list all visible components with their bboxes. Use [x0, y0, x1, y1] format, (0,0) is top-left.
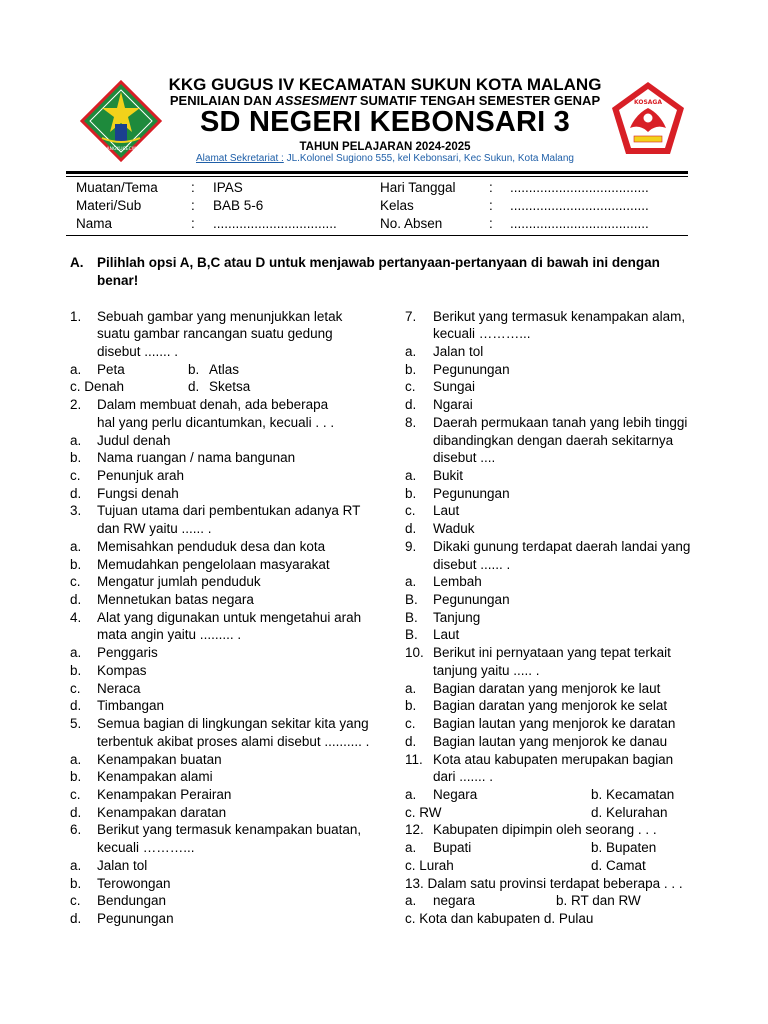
question-text: Bagian daratan yang menjorok ke selat [433, 698, 668, 714]
info-colon: : [191, 180, 195, 195]
info-value: ..................................... [510, 216, 649, 231]
question-text: Laut [433, 627, 460, 643]
question-text: Pegunungan [433, 485, 510, 501]
question-text: Dikaki gunung terdapat daerah landai yang [433, 538, 691, 554]
question-number: b. [70, 450, 82, 466]
question-text: Jalan tol [97, 857, 148, 873]
question-text: Kenampakan buatan [97, 751, 222, 767]
question-text: Memudahkan pengelolaan masyarakat [97, 556, 330, 572]
question-number: a. [405, 574, 417, 590]
question-number: a. [70, 751, 82, 767]
question-text: Pegunungan [97, 910, 174, 926]
question-number: a. [405, 680, 417, 696]
info-value: IPAS [213, 180, 243, 195]
question-text: kecuali ………... [433, 326, 531, 342]
question-number: a. [70, 432, 82, 448]
info-colon: : [489, 198, 493, 213]
question-text: Dalam membuat denah, ada beberapa [97, 397, 329, 413]
question-text: Bagian lautan yang menjorok ke daratan [433, 716, 676, 732]
info-label: Hari Tanggal [380, 180, 456, 195]
question-number: 8. [405, 414, 417, 430]
question-number: a. [70, 857, 82, 873]
question-number: d. [405, 397, 417, 413]
question-number: a. [405, 467, 417, 483]
header-divider-thin [66, 176, 688, 177]
question-number: a. [70, 645, 82, 661]
question-text: Penggaris [97, 645, 158, 661]
info-colon: : [191, 216, 195, 231]
option-letter: b. [188, 361, 200, 377]
question-number: c. Kota dan kabupaten d. Pulau [405, 910, 594, 926]
question-text: Semua bagian di lingkungan sekitar kita yang [97, 716, 369, 732]
question-text: dari ....... . [433, 769, 494, 785]
question-text: Berikut yang termasuk kenampakan alam, [433, 308, 686, 324]
question-text: Memisahkan penduduk desa dan kota [97, 538, 326, 554]
question-text: Waduk [433, 521, 475, 537]
question-text: Bendungan [97, 893, 167, 909]
header-line1: KKG GUGUS IV KECAMATAN SUKUN KOTA MALANG [168, 75, 602, 94]
question-text: disebut ....... . [97, 343, 179, 359]
section-instruction-1: Pilihlah opsi A, B,C atau D untuk menjawab pertanyaan-pertanyaan di bawah ini dengan [97, 255, 660, 270]
question-number: 7. [405, 308, 417, 324]
svg-text:KOSAGA: KOSAGA [633, 99, 663, 106]
option-text: b. Bupaten [591, 840, 657, 856]
question-text: Jalan tol [433, 343, 484, 359]
question-text: kecuali ………... [97, 840, 195, 856]
question-text: disebut .... [433, 450, 496, 466]
question-text: Laut [433, 503, 460, 519]
question-text: Pegunungan [433, 592, 510, 608]
question-number: 3. [70, 503, 82, 519]
question-number: b. [405, 361, 417, 377]
question-text: disebut ...... . [433, 556, 511, 572]
question-number: a. [405, 343, 417, 359]
question-text: Kenampakan alami [97, 769, 213, 785]
info-label: Materi/Sub [76, 198, 142, 213]
question-number: d. [70, 804, 82, 820]
question-number: c. [70, 467, 81, 483]
question-text: Peta [97, 361, 125, 377]
option-text: b. RT dan RW [556, 893, 641, 909]
question-number: c. [405, 503, 416, 519]
question-text: Sungai [433, 379, 476, 395]
question-text: Kenampakan Perairan [97, 786, 232, 802]
question-text: Kompas [97, 662, 147, 678]
question-number: 4. [70, 609, 82, 625]
info-value: ..................................... [510, 180, 649, 195]
question-text: Kenampakan daratan [97, 804, 227, 820]
question-number: 13. Dalam satu provinsi terdapat beberapa . . . [405, 875, 683, 891]
question-text: Bagian daratan yang menjorok ke laut [433, 680, 661, 696]
school-address [160, 153, 610, 164]
question-text: hal yang perlu dicantumkan, kecuali . . . [97, 414, 335, 430]
question-number: c. [405, 379, 416, 395]
question-number: a. [70, 361, 82, 377]
header-line2-a: PENILAIAN DAN [169, 93, 276, 108]
question-text: Bagian lautan yang menjorok ke danau [433, 733, 668, 749]
question-number: c. [70, 680, 81, 696]
question-number: c. RW [405, 804, 442, 820]
svg-text:MALANGKUCECWARA: MALANGKUCECWARA [96, 147, 146, 152]
malang-city-logo [80, 80, 162, 162]
option-text: d. Camat [591, 857, 646, 873]
info-label: Muatan/Tema [76, 180, 158, 195]
question-text: negara [433, 893, 476, 909]
question-text: Mengatur jumlah penduduk [97, 574, 261, 590]
question-text: suatu gambar rancangan suatu gedung [97, 326, 333, 342]
question-number: 12. [405, 822, 424, 838]
question-number: b. [70, 662, 82, 678]
option-text: Sketsa [209, 379, 251, 395]
question-text: Alat yang digunakan untuk mengetahui arah [97, 609, 362, 625]
question-number: a. [70, 538, 82, 554]
info-label: Nama [76, 216, 113, 231]
question-text: Terowongan [97, 875, 171, 891]
question-text: Negara [433, 786, 478, 802]
question-number: a. [405, 893, 417, 909]
question-number: d. [70, 910, 82, 926]
info-value: ................................. [213, 216, 337, 231]
question-number: 1. [70, 308, 82, 324]
info-colon: : [489, 216, 493, 231]
section-instruction-2: benar! [97, 273, 139, 288]
option-letter: d. [188, 379, 200, 395]
question-text: Kota atau kabupaten merupakan bagian [433, 751, 674, 767]
question-number: c. Denah [70, 379, 125, 395]
question-number: 2. [70, 397, 82, 413]
question-text: Berikut ini pernyataan yang tepat terkait [433, 645, 671, 661]
question-number: b. [70, 769, 82, 785]
question-number: a. [405, 786, 417, 802]
header-line2-b: ASSESMENT [275, 93, 357, 108]
header-divider-thick [66, 171, 688, 174]
info-colon: : [191, 198, 195, 213]
question-text: Neraca [97, 680, 141, 696]
info-value: ..................................... [510, 198, 649, 213]
question-number: 10. [405, 645, 424, 661]
option-text: d. Kelurahan [591, 804, 668, 820]
option-text: b. Kecamatan [591, 786, 675, 802]
question-text: mata angin yaitu ......... . [97, 627, 242, 643]
question-text: Bukit [433, 467, 464, 483]
question-text: Berikut yang termasuk kenampakan buatan, [97, 822, 362, 838]
question-text: Penunjuk arah [97, 467, 185, 483]
info-colon: : [489, 180, 493, 195]
question-number: d. [405, 521, 417, 537]
question-number: 11. [405, 751, 423, 767]
question-number: b. [405, 485, 417, 501]
question-number: c. [405, 716, 416, 732]
question-number: d. [70, 485, 82, 501]
school-year: TAHUN PELAJARAN 2024-2025 [299, 141, 471, 153]
info-value: BAB 5-6 [213, 198, 264, 213]
question-text: tanjung yaitu ..... . [433, 662, 540, 678]
question-text: Kabupaten dipimpin oleh seorang . . . [433, 822, 657, 838]
question-number: B. [405, 627, 418, 643]
question-text: Mennetukan batas negara [97, 592, 254, 608]
question-number: b. [70, 875, 82, 891]
question-number: d. [405, 733, 417, 749]
question-text: dibandingkan dengan daerah sekitarnya [433, 432, 674, 448]
info-label: Kelas [380, 198, 414, 213]
kosaga-logo [608, 80, 688, 160]
question-text: Timbangan [97, 698, 165, 714]
question-number: c. [70, 893, 81, 909]
question-text: Daerah permukaan tanah yang lebih tinggi [433, 414, 688, 430]
question-text: Ngarai [433, 397, 473, 413]
question-text: Lembah [433, 574, 482, 590]
question-text: Tujuan utama dari pembentukan adanya RT [97, 503, 361, 519]
question-text: Sebuah gambar yang menunjukkan letak [97, 308, 343, 324]
question-number: d. [70, 592, 82, 608]
question-text: Judul denah [97, 432, 171, 448]
question-number: 5. [70, 716, 82, 732]
question-number: c. [70, 574, 81, 590]
question-text: Nama ruangan / nama bangunan [97, 450, 296, 466]
section-letter: A. [70, 255, 84, 270]
question-text: dan RW yaitu ...... . [97, 521, 212, 537]
question-text: terbentuk akibat proses alami disebut .......... . [97, 733, 370, 749]
question-number: b. [70, 556, 82, 572]
question-number: B. [405, 592, 418, 608]
question-text: Pegunungan [433, 361, 510, 377]
question-number: 9. [405, 538, 417, 554]
option-text: Atlas [209, 361, 240, 377]
question-text: Tanjung [433, 609, 481, 625]
question-number: a. [405, 840, 417, 856]
header-line2-c: SUMATIF TENGAH SEMESTER GENAP [356, 93, 601, 108]
question-text: Fungsi denah [97, 485, 179, 501]
question-number: c. Lurah [405, 857, 454, 873]
question-number: c. [70, 786, 81, 802]
question-text: Bupati [433, 840, 472, 856]
info-label: No. Absen [380, 216, 443, 231]
question-number: B. [405, 609, 418, 625]
school-name: SD NEGERI KEBONSARI 3 [200, 106, 570, 138]
question-number: b. [405, 698, 417, 714]
address-label: Alamat Sekretariat : [195, 153, 284, 164]
info-divider [66, 235, 688, 236]
question-number: 6. [70, 822, 82, 838]
question-number: d. [70, 698, 82, 714]
address-text: JL.Kolonel Sugiono 555, kel Kebonsari, Kec Sukun, Kota Malang [283, 153, 574, 164]
